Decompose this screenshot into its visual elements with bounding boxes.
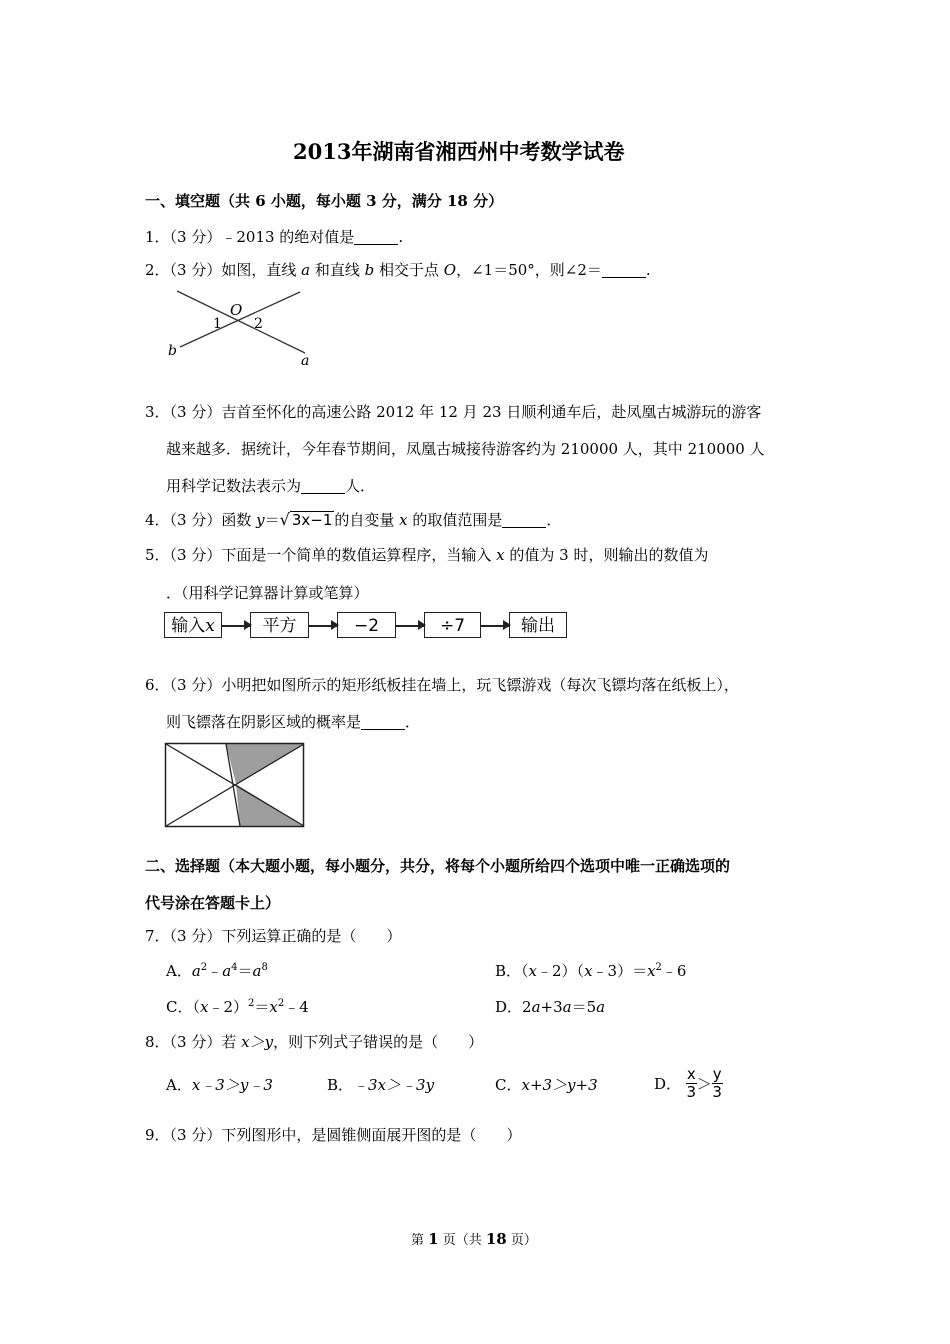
option-c: C．x+3＞y+3 xyxy=(495,1076,598,1094)
question-3-line-3: 用科学记数法表示为 人． xyxy=(166,477,376,495)
answer-blank xyxy=(602,263,646,278)
label-a: a xyxy=(301,353,310,369)
question-7: 7．（3 分）下列运算正确的是（ ） xyxy=(145,927,402,945)
question-1: 1．（3 分）﹣2013 的绝对值是 . xyxy=(145,228,404,246)
flow-arrow xyxy=(481,625,509,627)
radicand: 3x−1 xyxy=(291,511,333,529)
page-footer: 第 1 页（共 18 页） xyxy=(411,1230,537,1248)
question-4: 4．（3 分）函数 y＝√ 3x−1 的自变量 x 的取值范围是 ． xyxy=(145,510,562,529)
question-9: 9．（3 分）下列图形中，是圆锥侧面展开图的是（ ） xyxy=(145,1126,522,1144)
fraction-x-over-3: $\frac{x}{3}$ xyxy=(686,1065,697,1101)
flow-input-box: 输入x xyxy=(164,612,222,638)
section-2-heading: 二、选择题（本大题小题，每小题分，共分，将每个小题所给四个选项中唯一正确选项的 xyxy=(145,857,731,875)
question-3: 3．（3 分）吉首至怀化的高速公路 2012 年 12 月 23 日顺利通车后，赴凤凰古城游玩的游客 xyxy=(145,403,762,421)
option-a: A．$a^2﹣a^4=a^8$ xyxy=(166,962,268,980)
label-o: O xyxy=(230,301,243,319)
label-angle-2: 2 xyxy=(254,316,263,332)
page-title: 2013年湖南省湘西州中考数学试卷 xyxy=(293,139,625,164)
flow-square-box: 平方 xyxy=(250,612,309,638)
option-a: A．x﹣3＞y﹣3 xyxy=(166,1076,273,1094)
label-angle-1: 1 xyxy=(213,316,222,332)
flow-arrow xyxy=(396,625,424,627)
option-c: C．$(x﹣2)^2=x^2﹣4$ xyxy=(166,998,309,1016)
section-2-heading-line-2: 代号涂在答题卡上） xyxy=(145,894,281,912)
question-5-line-2: ．（用科学记算器计算或笔算） xyxy=(166,584,369,602)
flow-arrow xyxy=(222,625,250,627)
answer-blank xyxy=(502,513,546,528)
intersecting-lines-figure xyxy=(160,285,320,370)
label-b: b xyxy=(168,343,177,359)
option-b: B．﹣3x＞﹣3y xyxy=(327,1076,435,1094)
answer-blank xyxy=(301,479,345,494)
flow-arrow xyxy=(309,625,337,627)
fraction-y-over-3: $\frac{y}{3}$ xyxy=(712,1065,722,1101)
option-b: B．$(x﹣2)(x﹣3)=x^2﹣6$ xyxy=(495,962,687,980)
question-3-line-2: 越来越多．据统计，今年春节期间，凤凰古城接待游客约为 210000 人，其中 210000 人 xyxy=(166,440,765,458)
question-6: 6．（3 分）小明把如图所示的矩形纸板挂在墙上，玩飞镖游戏（每次飞镖均落在纸板上）， xyxy=(145,676,739,694)
question-2: 2．（3 分）如图，直线 a 和直线 b 相交于点 O，∠1＝50°，则∠2＝ . xyxy=(145,261,651,279)
answer-blank xyxy=(354,230,398,245)
flow-minus-box: −2 xyxy=(337,612,396,638)
dartboard-figure xyxy=(164,742,306,829)
question-8: 8．（3 分）若 x＞y，则下列式子错误的是（ ） xyxy=(145,1033,484,1051)
flow-divide-box: ÷7 xyxy=(424,612,481,638)
question-6-line-2: 则飞镖落在阴影区域的概率是 ． xyxy=(166,713,421,731)
question-5: 5．（3 分）下面是一个简单的数值运算程序，当输入 x 的值为 3 时，则输出的数值为 xyxy=(145,546,709,564)
shaded-region-top xyxy=(226,744,304,784)
flow-output-box: 输出 xyxy=(509,612,567,638)
option-d: D． $\frac{x}{3}$ ＞ $\frac{y}{3}$ xyxy=(654,1065,722,1101)
option-d: D．2a+3a＝5a xyxy=(495,998,606,1016)
section-1-heading: 一、填空题（共 6 小题，每小题 3 分，满分 18 分） xyxy=(145,192,504,210)
answer-blank xyxy=(361,715,405,730)
